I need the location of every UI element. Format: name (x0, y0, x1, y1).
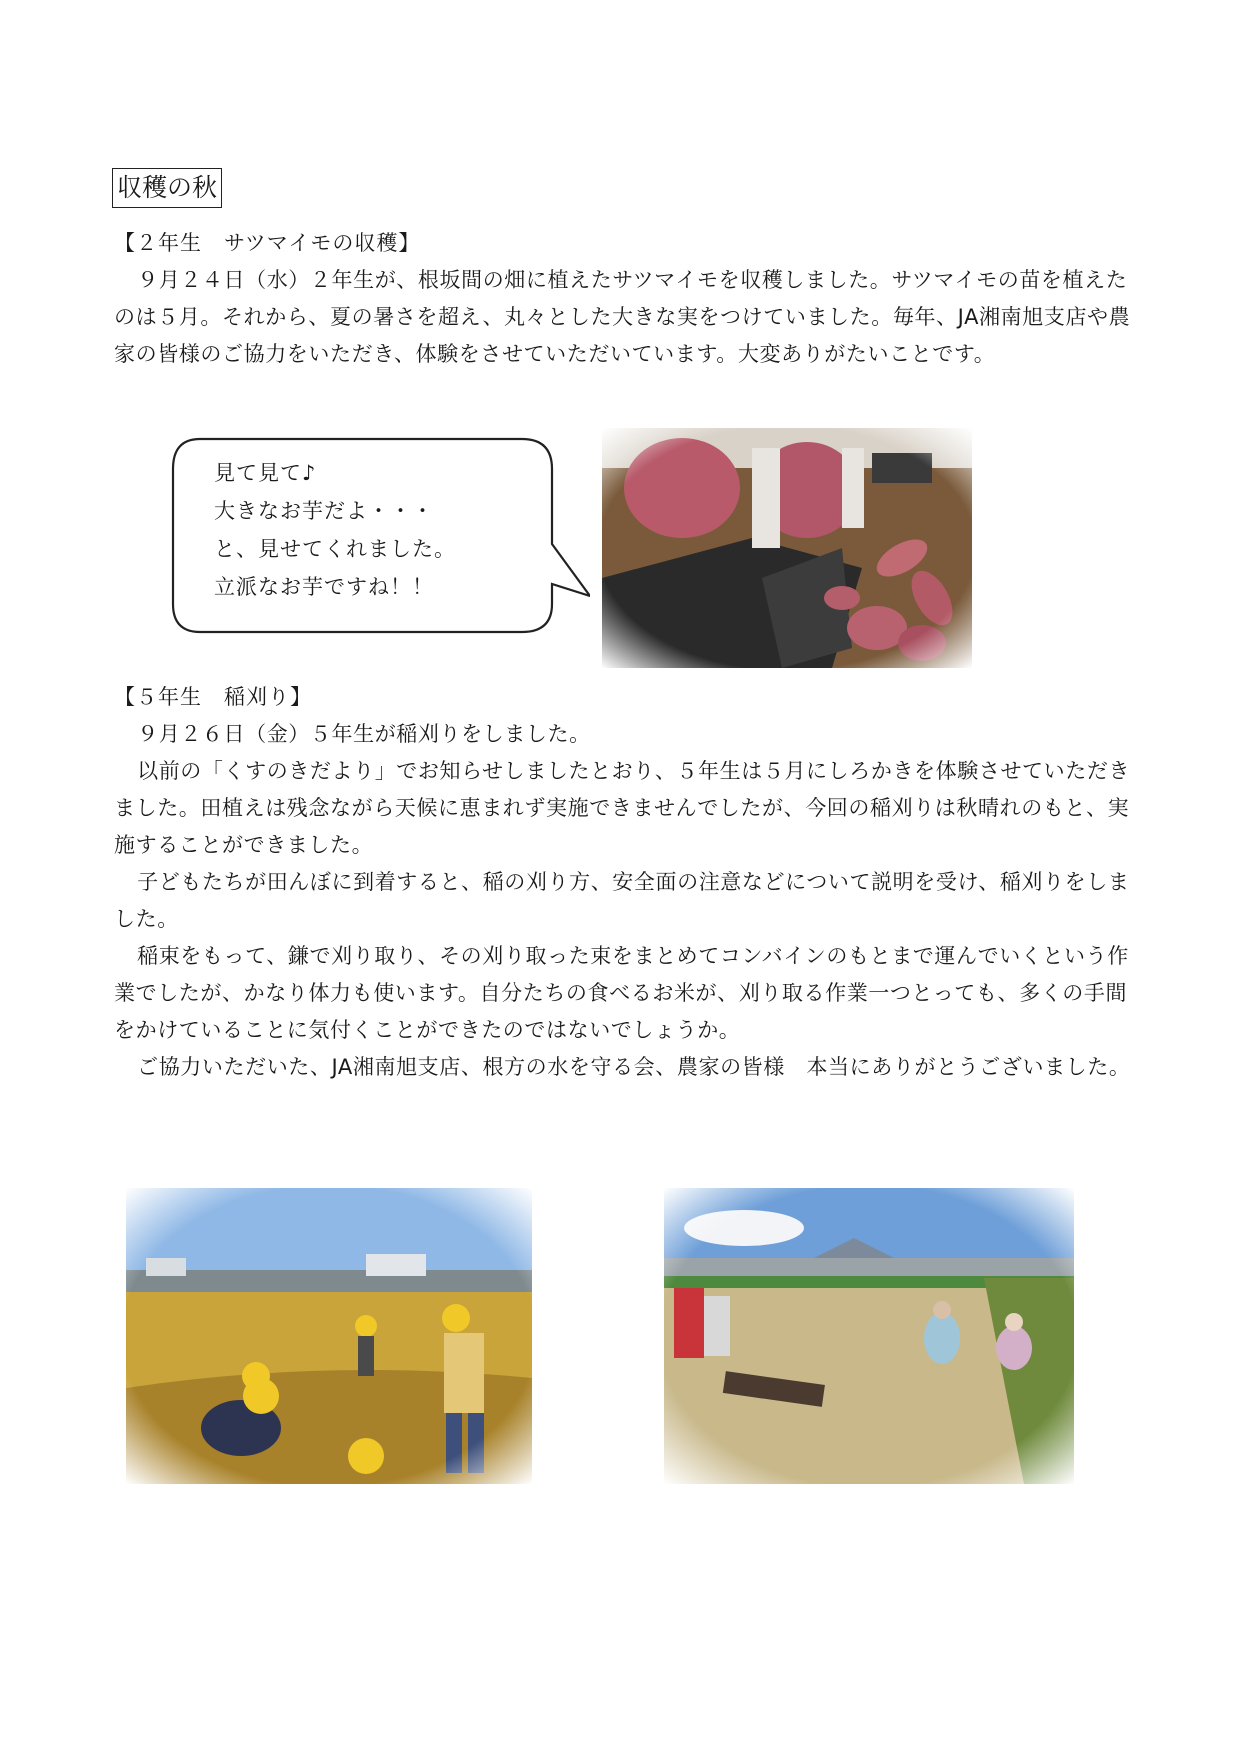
sweet-potato-text: ９月２４日（水）２年生が、根坂間の畑に植えたサツマイモを収穫しました。サツマイモの苗を植えたのは５月。それから、夏の暑さを超え、丸々とした大きな実をつけていました。毎年、JA湘南旭支店や農家の皆様のご協力をいただき、体験をさせていただいています。大変ありがたいことです。 (114, 268, 1131, 366)
rice-paragraph: 稲束をもって、鎌で刈り取り、その刈り取った束をまとめてコンバインのもとまで運んでいくという作業でしたが、かなり体力も使います。自分たちの食べるお米が、刈り取る作業一つとっても、多くの手間をかけていることに気付くことができたのではないでしょうか。 (114, 944, 1129, 1042)
combine-field-photo (664, 1188, 1074, 1484)
sweet-potato-heading: 【２年生 サツマイモの収穫】 (114, 231, 421, 255)
sweet-potato-paragraph (114, 262, 1134, 373)
bubble-line: 立派なお芋ですね！！ (214, 575, 434, 599)
bubble-text (214, 454, 456, 606)
rice-paragraph: 以前の「くすのきだより」でお知らせしましたとおり、５年生は５月にしろかきを体験させていただきました。田植えは残念ながら天候に恵まれず実施できませんでしたが、今回の稲刈りは秋晴れのもと、実施することができました。 (114, 759, 1131, 857)
rice-paragraph: 子どもたちが田んぼに到着すると、稲の刈り方、安全面の注意などについて説明を受け、稲刈りをしました。 (114, 870, 1130, 931)
rice-paragraphs (114, 716, 1134, 1086)
bubble-line: 大きなお芋だよ・・・ (214, 499, 434, 523)
bubble-line: 見て見て♪ (214, 461, 317, 485)
sweet-potato-photo (602, 428, 972, 668)
section-title: 収穫の秋 (112, 168, 222, 208)
rice-paragraph: ご協力いただいた、JA湘南旭支店、根方の水を守る会、農家の皆様 本当にありがとうございました。 (137, 1055, 1131, 1079)
rice-heading: 【５年生 稲刈り】 (114, 685, 312, 709)
rice-harvest-photo (126, 1188, 532, 1484)
rice-paragraph: ９月２６日（金）５年生が稲刈りをしました。 (137, 722, 591, 746)
bubble-line: と、見せてくれました。 (214, 537, 456, 561)
